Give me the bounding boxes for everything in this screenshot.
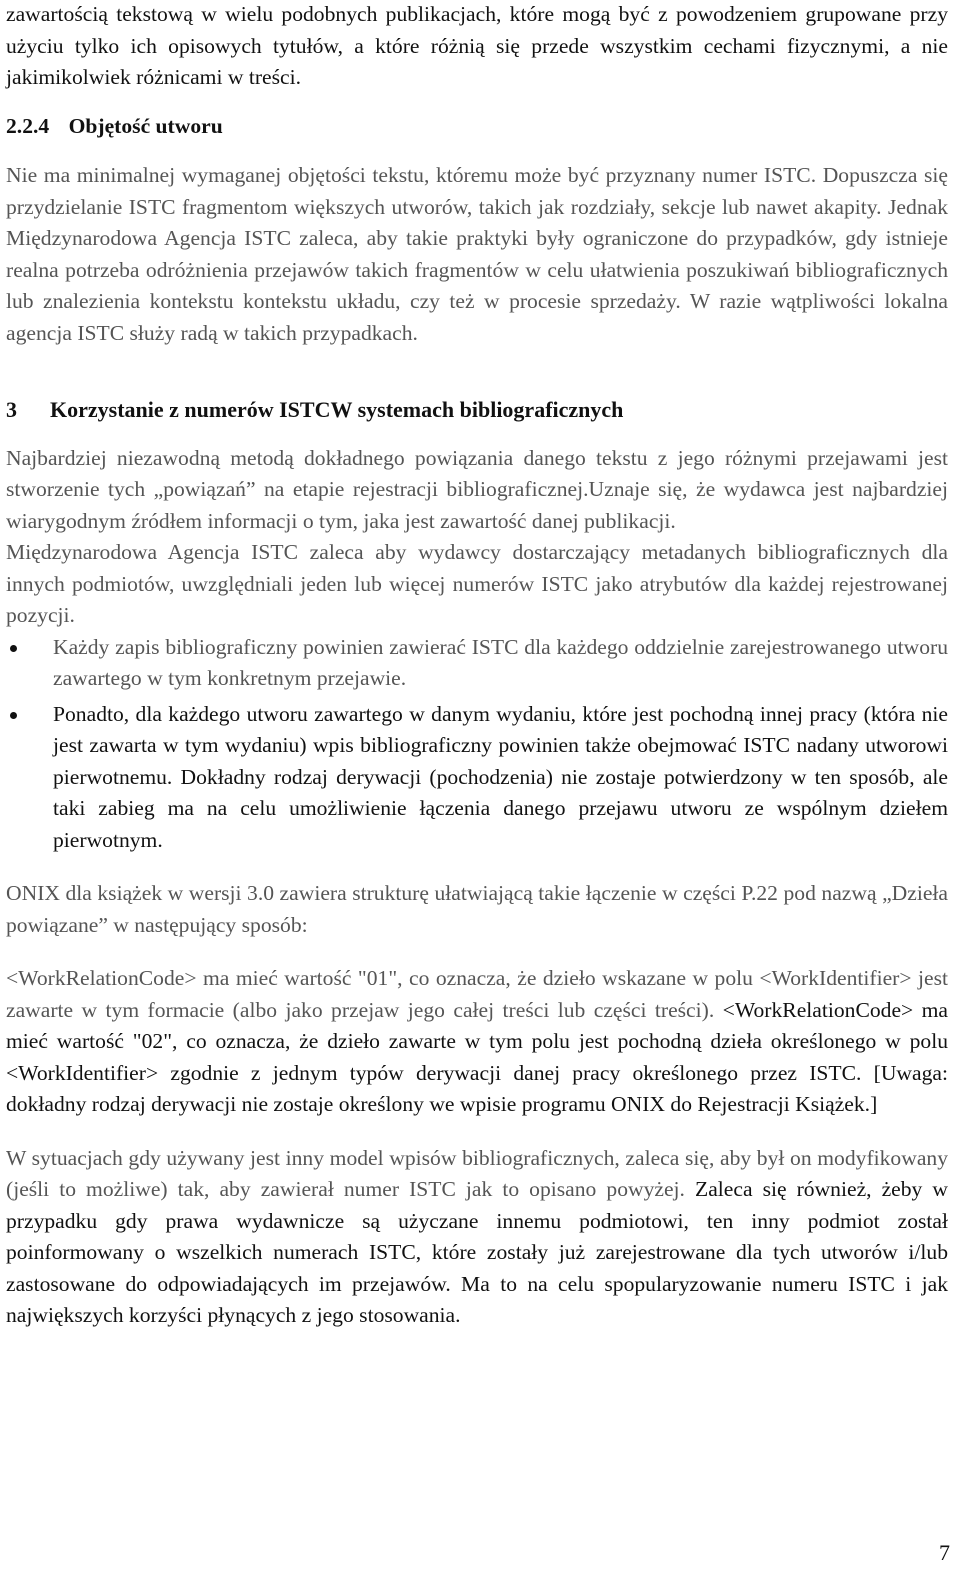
paragraph-part-gray: <WorkRelationCode> ma mieć wartość "01", co oznacza, że dzieło wskazane w polu <WorkIdentifier> jest zawarte w tym formacie (albo jako przejaw jego całej treści lub części treści). bbox=[6, 966, 948, 1022]
bullet-text: Ponadto, dla każdego utworu zawartego w danym wydaniu, które jest pochodną innej pracy (która nie jest zawarta w tym wydaniu) wpis bibliograficzny powinien także obejmować ISTC nadany utworowi pierwotnemu. Dokładny rodzaj derywacji (pochodzenia) nie zostaje potwierdzony w ten sposób, ale taki zabieg ma na celu umożliwienie łączenia danego przejawu utworu ze wspólnym dziełem pierwotnym. bbox=[53, 701, 948, 852]
section-3-paragraph-2 bbox=[6, 537, 948, 632]
section-3-paragraph-1 bbox=[6, 443, 948, 538]
final-paragraph bbox=[6, 1143, 948, 1332]
section-number: 3 bbox=[6, 397, 17, 422]
intro-text: zawartością tekstową w wielu podobnych publikacjach, które mogą być z powodzeniem grupowane przy użyciu tylko ich opisowych tytułów, a które różnią się przede wszystkim cechami fizycznymi, a nie jakimikolwiek różnicami w treści. bbox=[6, 2, 948, 89]
document-page bbox=[6, 0, 948, 1332]
section-number: 2.2.4 bbox=[6, 113, 50, 138]
paragraph-part-gray-2: Uznaje się, że wydawca jest najbardziej wiarygodnym źródłem informacji o tym, jaka jest zawartość danej publikacji. bbox=[6, 477, 948, 533]
section-3-heading bbox=[6, 394, 948, 426]
page-number: 7 bbox=[939, 1540, 950, 1565]
workrelation-paragraph bbox=[6, 963, 948, 1121]
intro-paragraph bbox=[6, 0, 948, 94]
paragraph-part-gray: W sytuacjach gdy używany jest inny model wpisów bibliograficznych, zaleca się, aby był on modyfikowany (jeśli to możliwe) tak, aby zawierał numer ISTC jak to opisano powyżej. bbox=[6, 1145, 948, 1201]
section-2-2-4-paragraph bbox=[6, 160, 948, 349]
paragraph-text: Międzynarodowa Agencja ISTC zaleca aby wydawcy dostarczający metadanych bibliograficznych dla innych podmiotów, uwzględniali jeden lub więcej numerów ISTC jako atrybutów dla każdej rejestrowanej pozycji. bbox=[6, 540, 948, 627]
section-title: Objętość utworu bbox=[68, 113, 223, 138]
paragraph-part-gray: Nie ma minimalnej wymaganej objętości tekstu, któremu może być przyznany numer ISTC. Dopuszcza się przydzielanie ISTC fragmentom większych utworów, takich jak rozdziały, sekcje lub nawet akapity. bbox=[6, 163, 948, 219]
bullet-list bbox=[6, 632, 948, 857]
paragraph-text: ONIX dla książek w wersji 3.0 zawiera strukturę ułatwiającą takie łączenie w części P.22 pod nazwą „Dzieła powiązane” w następujący sposób: bbox=[6, 881, 948, 937]
bullet-icon bbox=[10, 712, 17, 719]
bullet-text: Każdy zapis bibliograficzny powinien zawierać ISTC dla każdego oddzielnie zarejestrowanego utworu zawartego w tym konkretnym przejawie. bbox=[53, 634, 948, 690]
paragraph-part-gray: Najbardziej niezawodną metodą dokładnego powiązania danego tekstu z jego różnymi przejawami jest stworzenie tych „powiązań” na etapie rejestracji bibliograficznej. bbox=[6, 445, 948, 501]
paragraph-part-gray-2: Jednak Międzynarodowa Agencja ISTC zaleca, aby takie praktyki były ograniczone do przypadków, gdy istnieje realna potrzeba odróżnienia przejawów takich fragmentów w celu ułatwienia poszukiwań bibliograficznych lub znalezienia kontekstu kontekstu układu, czy też w procesie sprzedaży. W razie wątpliwości lokalna agencja ISTC służy radą w takich przypadkach. bbox=[6, 194, 948, 345]
bullet-icon bbox=[10, 645, 17, 652]
bullet-item bbox=[6, 632, 948, 695]
paragraph-part-dark: Zaleca się również, żeby w przypadku gdy prawa wydawnicze są użyczane innemu podmiotowi, ten inny podmiot został poinformowany o wszelkich numerach ISTC, które zostały już zarejestrowane dla tych utworów i/lub zastosowane do odpowiadających im przejawów. Ma to na celu spopularyzowanie numeru ISTC i jak największych korzyści płynących z jego stosowania. bbox=[6, 1177, 948, 1327]
section-title: Korzystanie z numerów ISTCW systemach bibliograficznych bbox=[50, 397, 624, 422]
paragraph-part-dark: <WorkRelationCode> ma mieć wartość "02", co oznacza, że dzieło zawarte w tym polu jest pochodną dzieła określonego w polu <WorkIdentifier> zgodnie z jednym typów derywacji danej pracy określonego przez ISTC. [Uwaga: dokładny rodzaj derywacji nie zostaje określony we wpisie programu ONIX do Rejestracji Książek.] bbox=[6, 997, 949, 1116]
onix-paragraph bbox=[6, 878, 948, 941]
section-2-2-4-heading bbox=[6, 111, 948, 143]
bullet-item bbox=[6, 699, 948, 857]
